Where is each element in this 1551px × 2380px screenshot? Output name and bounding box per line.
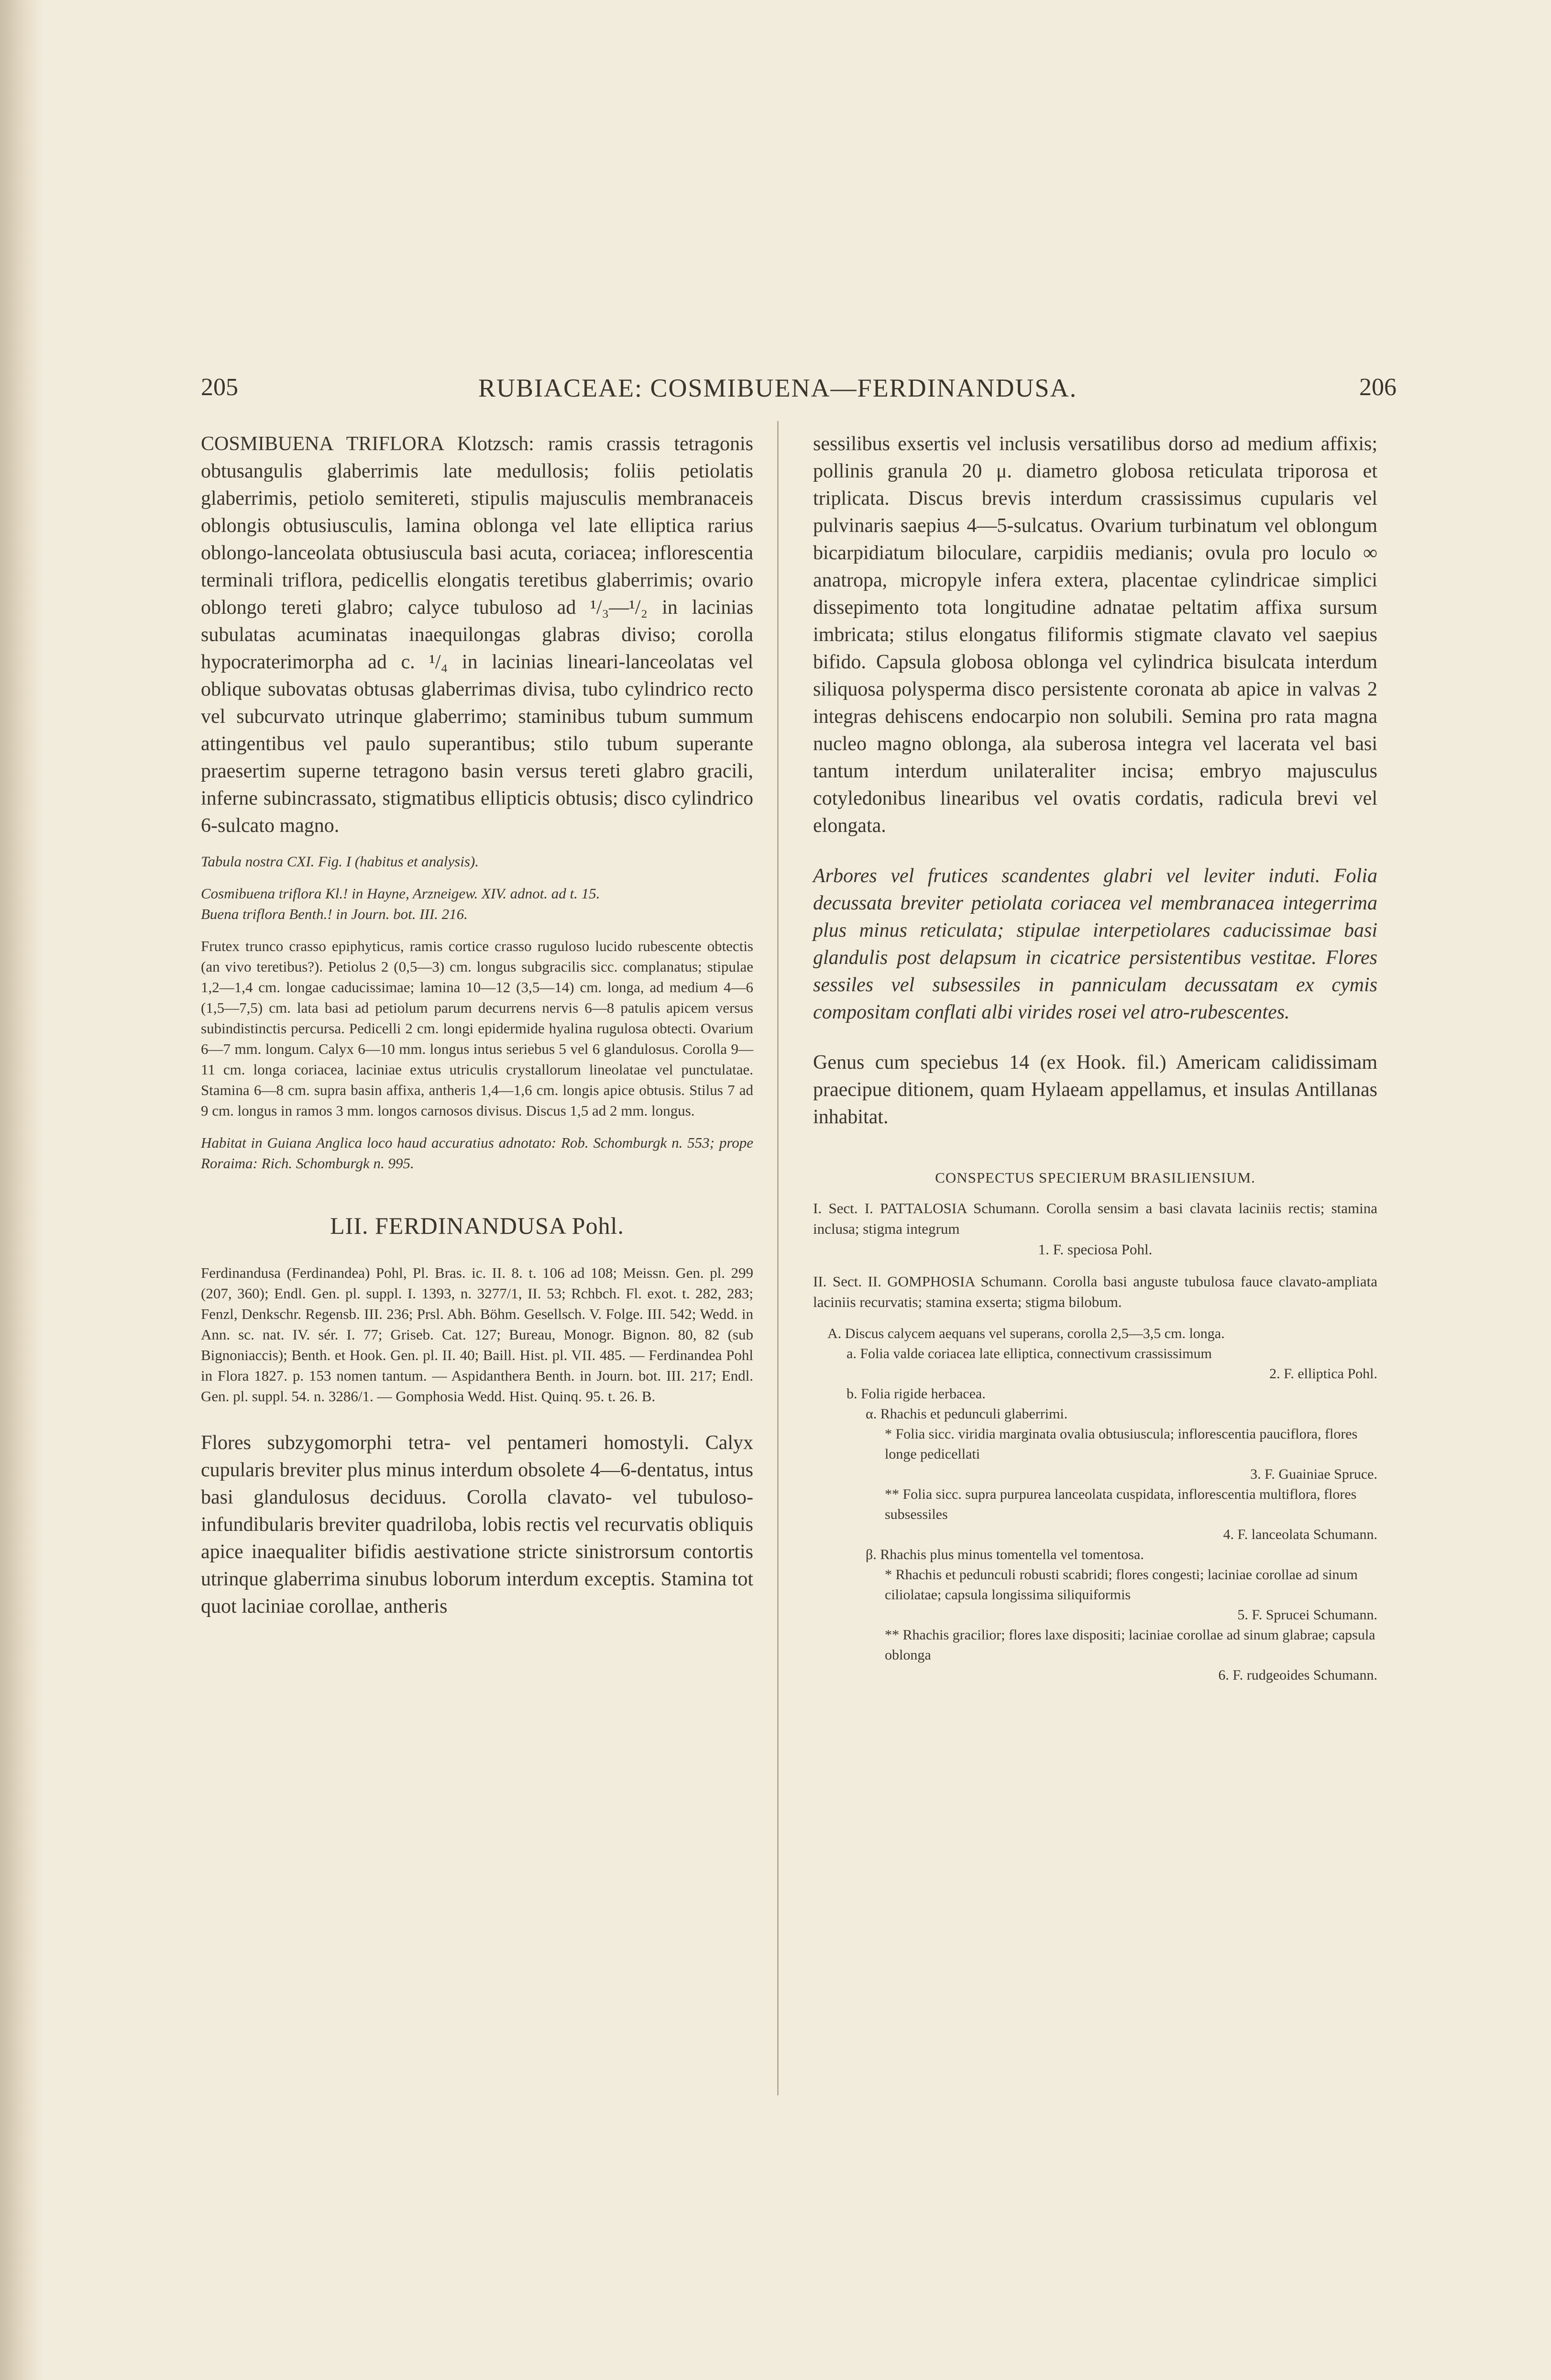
key-lead-star-3: * Rhachis et pedunculi robusti scabridi; flores congesti; laciniae corollae ad sinum ciliolatae; capsula longissima siliquiformis: [885, 1567, 1358, 1603]
key-lead-A: A. Discus calycem aequans vel superans, corolla 2,5—3,5 cm. longa.: [827, 1326, 1225, 1341]
running-title: RUBIACEAE: COSMIBUENA—FERDINANDUSA.: [478, 374, 1078, 402]
synonym-1: Cosmibuena triflora Kl.! in Hayne, Arzneigew. XIV. adnot. ad t. 15.: [201, 885, 600, 902]
key-species-4: 4. F. lanceolata Schumann.: [1223, 1527, 1377, 1542]
key-species-2: 2. F. elliptica Pohl.: [1269, 1366, 1377, 1382]
habit-description: Arbores vel frutices scandentes glabri vel leviter induti. Folia decussata breviter petiolata coriacea vel membranacea integerrima plus minus reticulata; stipulae interpetiolares caducissimae basi glandulis post delapsum in cicatrice persistentibus vestitae. Flores sessiles vel subsessiles in panniculam decussatam ex cymis compositam conflati albi virides rosei vel atro-rubescentes.: [813, 865, 1377, 1023]
column-divider: [777, 421, 779, 2095]
key-lead-b: b. Folia rigide herbacea.: [847, 1386, 986, 1402]
key-lead-alpha: α. Rhachis et pedunculi glaberrimi.: [866, 1406, 1068, 1422]
key-lead-star-1: * Folia sicc. viridia marginata ovalia obtusiuscula; inflorescentia pauciflora, flores longe pedicellati: [885, 1426, 1358, 1462]
genus-description-continued: sessilibus exsertis vel inclusis versatilibus dorso ad medium affixis; pollinis granula 20 μ. diametro globosa reticulata triporosa et triplicata. Discus brevis interdum crassissimus cupularis vel pulvinaris saepius 4—5-sulcatus. Ovarium turbinatum vel oblongum bicarpidiatum biloculare, carpidiis medianis; ovula pro loculo ∞ anatropa, micropyle infera extera, placentae cylindricae simplici dissepimento tota longitudine adnatae peltatim affixa sursum imbricata; stilus elongatus filiformis stigmate clavato vel saepius bifido. Capsula globosa oblonga vel cylindrica bisulcata interdum siliquosa polysperma disco persistente coronata ab apice in valvas 2 integras dehiscens endocarpio non solubili. Semina pro rata magna nucleo magno oblonga, ala suberosa integra vel lacerata vel basi tantum interdum unilateraliter incisa; embryo majusculus cotyledonibus linearibus vel ovatis cordatis, radicula brevi vel elongata.: [813, 433, 1377, 837]
key-species-3: 3. F. Guainiae Spruce.: [1250, 1466, 1377, 1482]
key-species-6: 6. F. rudgeoides Schumann.: [1218, 1667, 1377, 1683]
page-number-right: 206: [1359, 374, 1397, 401]
genus-description: Flores subzygomorphi tetra- vel pentameri homostyli. Calyx cupularis breviter plus minus interdum obsolete 4—6-dentatus, intus basi glandulosus deciduus. Corolla clavato- vel tubuloso-infundibularis breviter quadriloba, lobis rectis vel recurvatis obliquis apice inaequaliter bifidis aestivatione stricte sinistrorsum contortis utrinque glaberrima sinubus loborum interdum exceptis. Stamina tot quot laciniae corollae, antheris: [201, 1432, 753, 1617]
genus-section-title: LII. FERDINANDUSA Pohl.: [330, 1212, 624, 1239]
key-lead-star-2: ** Folia sicc. supra purpurea lanceolata cuspidata, inflorescentia multiflora, flores subsessiles: [885, 1486, 1357, 1522]
plate-reference: Tabula nostra CXI. Fig. I (habitus et analysis).: [201, 853, 479, 870]
conspectus-title: CONSPECTUS SPECIERUM BRASILIENSIUM.: [935, 1169, 1255, 1186]
key-species-1: 1. F. speciosa Pohl.: [1038, 1241, 1153, 1258]
species-description: COSMIBUENA TRIFLORA Klotzsch: ramis crassis tetragonis obtusangulis glaberrimis late medullosis; foliis petiolatis glaberrimis, petiolo semitereti, stipulis majusculis membranaceis oblongis obtusiusculis, lamina oblonga vel late elliptica rarius oblongo-lanceolata obtusiuscula basi acuta, coriacea; inflorescentia terminali triflora, pedicellis elongatis teretibus glaberrimis; ovario oblongo tereti glabro; calyce tubuloso ad ¹/₃—¹/₂ in lacinias subulatas acuminatas inaequilongas glabras diviso; corolla hypocraterimorpha ad c. ¹/₄ in lacinias lineari-lanceolatas vel oblique subovatas obtusas glaberrimas divisa, tubo cylindrico recto vel subcurvato utrinque glaberrimo; staminibus tubum summum attingentibus vel paulo superantibus; stilo tubum superante praesertim superne tetragono basin versus tereti glabro gracili, inferne subincrassato, stigmatibus ellipticis obtusis; disco cylindrico 6-sulcato magno.: [201, 433, 753, 837]
book-binding-shadow: [0, 0, 43, 2380]
right-column: [813, 431, 1377, 1685]
running-header: [201, 368, 1397, 411]
page-number-left: 205: [201, 374, 238, 401]
left-column: [201, 431, 753, 1620]
genus-distribution: Genus cum speciebus 14 (ex Hook. fil.) Americam calidissimam praecipue ditionem, quam Hylaeam appellamus, et insulas Antillanas inhabitat.: [813, 1052, 1377, 1128]
morphology-notes: Frutex trunco crasso epiphyticus, ramis cortice crasso ruguloso lucido rubescente obtectis (an vivo teretibus?). Petiolus 2 (0,5—3) cm. longus subgracilis sicc. complanatus; stipulae 1,2—1,4 cm. longae caducissimae; lamina 10—12 (3,5—14) cm. longa, ad medium 4—6 (1,5—7,5) cm. lata basi ad petiolum parum decurrens nervis 6—8 patulis apicem versus subindistinctis percursa. Pedicelli 2 cm. longi epidermide hyalina rugulosa obtecti. Ovarium 6—7 mm. longum. Calyx 6—10 mm. longus intus seriebus 5 vel 6 glandulosus. Corolla 9—11 cm. longa coriacea, laciniae extus utriculis crystallorum lineolatae vel punctulatae. Stamina 6—8 cm. supra basin affixa, antheris 1,4—1,6 cm. longis apice obtusis. Stilus 7 ad 9 cm. longus in ramos 3 mm. longos carnosos divisus. Discus 1,5 ad 2 mm. longus.: [201, 938, 753, 1119]
key-lead-star-4: ** Rhachis gracilior; flores laxe dispositi; laciniae corollae ad sinum glabrae; capsula oblonga: [885, 1627, 1375, 1663]
habitat-notes: Habitat in Guiana Anglica loco haud accuratius adnotato: Rob. Schomburgk n. 553; prope Roraima: Rich. Schomburgk n. 995.: [201, 1134, 753, 1172]
key-lead-beta: β. Rhachis plus minus tomentella vel tomentosa.: [866, 1547, 1144, 1562]
genus-synonymy: Ferdinandusa (Ferdinandea) Pohl, Pl. Bras. ic. II. 8. t. 106 ad 108; Meissn. Gen. pl. 299 (207, 360); Endl. Gen. pl. suppl. I. 1393, n. 3277/1, II. 53; Rchbch. Fl. exot. t. 282, 283; Fenzl, Denkschr. Regensb. III. 236; Prsl. Abh. Böhm. Gesellsch. V. Folge. III. 542; Wedd. in Ann. sc. nat. IV. sér. I. 77; Griseb. Cat. 127; Bureau, Monogr. Bignon. 80, 82 (sub Bignoniaccis); Benth. et Hook. Gen. pl. II. 40; Baill. Hist. pl. VII. 485. — Ferdinandea Pohl in Flora 1827. p. 153 nomen tantum. — Aspidanthera Benth. in Journ. bot. III. 217; Endl. Gen. pl. suppl. 54. n. 3286/1. — Gomphosia Wedd. Hist. Quinq. 95. t. 26. B.: [201, 1264, 753, 1405]
key-section-2: II. Sect. II. GOMPHOSIA Schumann. Corolla basi anguste tubulosa fauce clavato-ampliata laciniis recurvatis; stamina exserta; stigma bilobum.: [813, 1273, 1377, 1310]
key-section-1: I. Sect. I. PATTALOSIA Schumann. Corolla sensim a basi clavata laciniis rectis; stamina inclusa; stigma integrum: [813, 1200, 1377, 1237]
key-lead-a: a. Folia valde coriacea late elliptica, connectivum crassissimum: [847, 1346, 1212, 1362]
key-species-5: 5. F. Sprucei Schumann.: [1237, 1607, 1377, 1623]
synonym-2: Buena triflora Benth.! in Journ. bot. III. 216.: [201, 906, 468, 922]
